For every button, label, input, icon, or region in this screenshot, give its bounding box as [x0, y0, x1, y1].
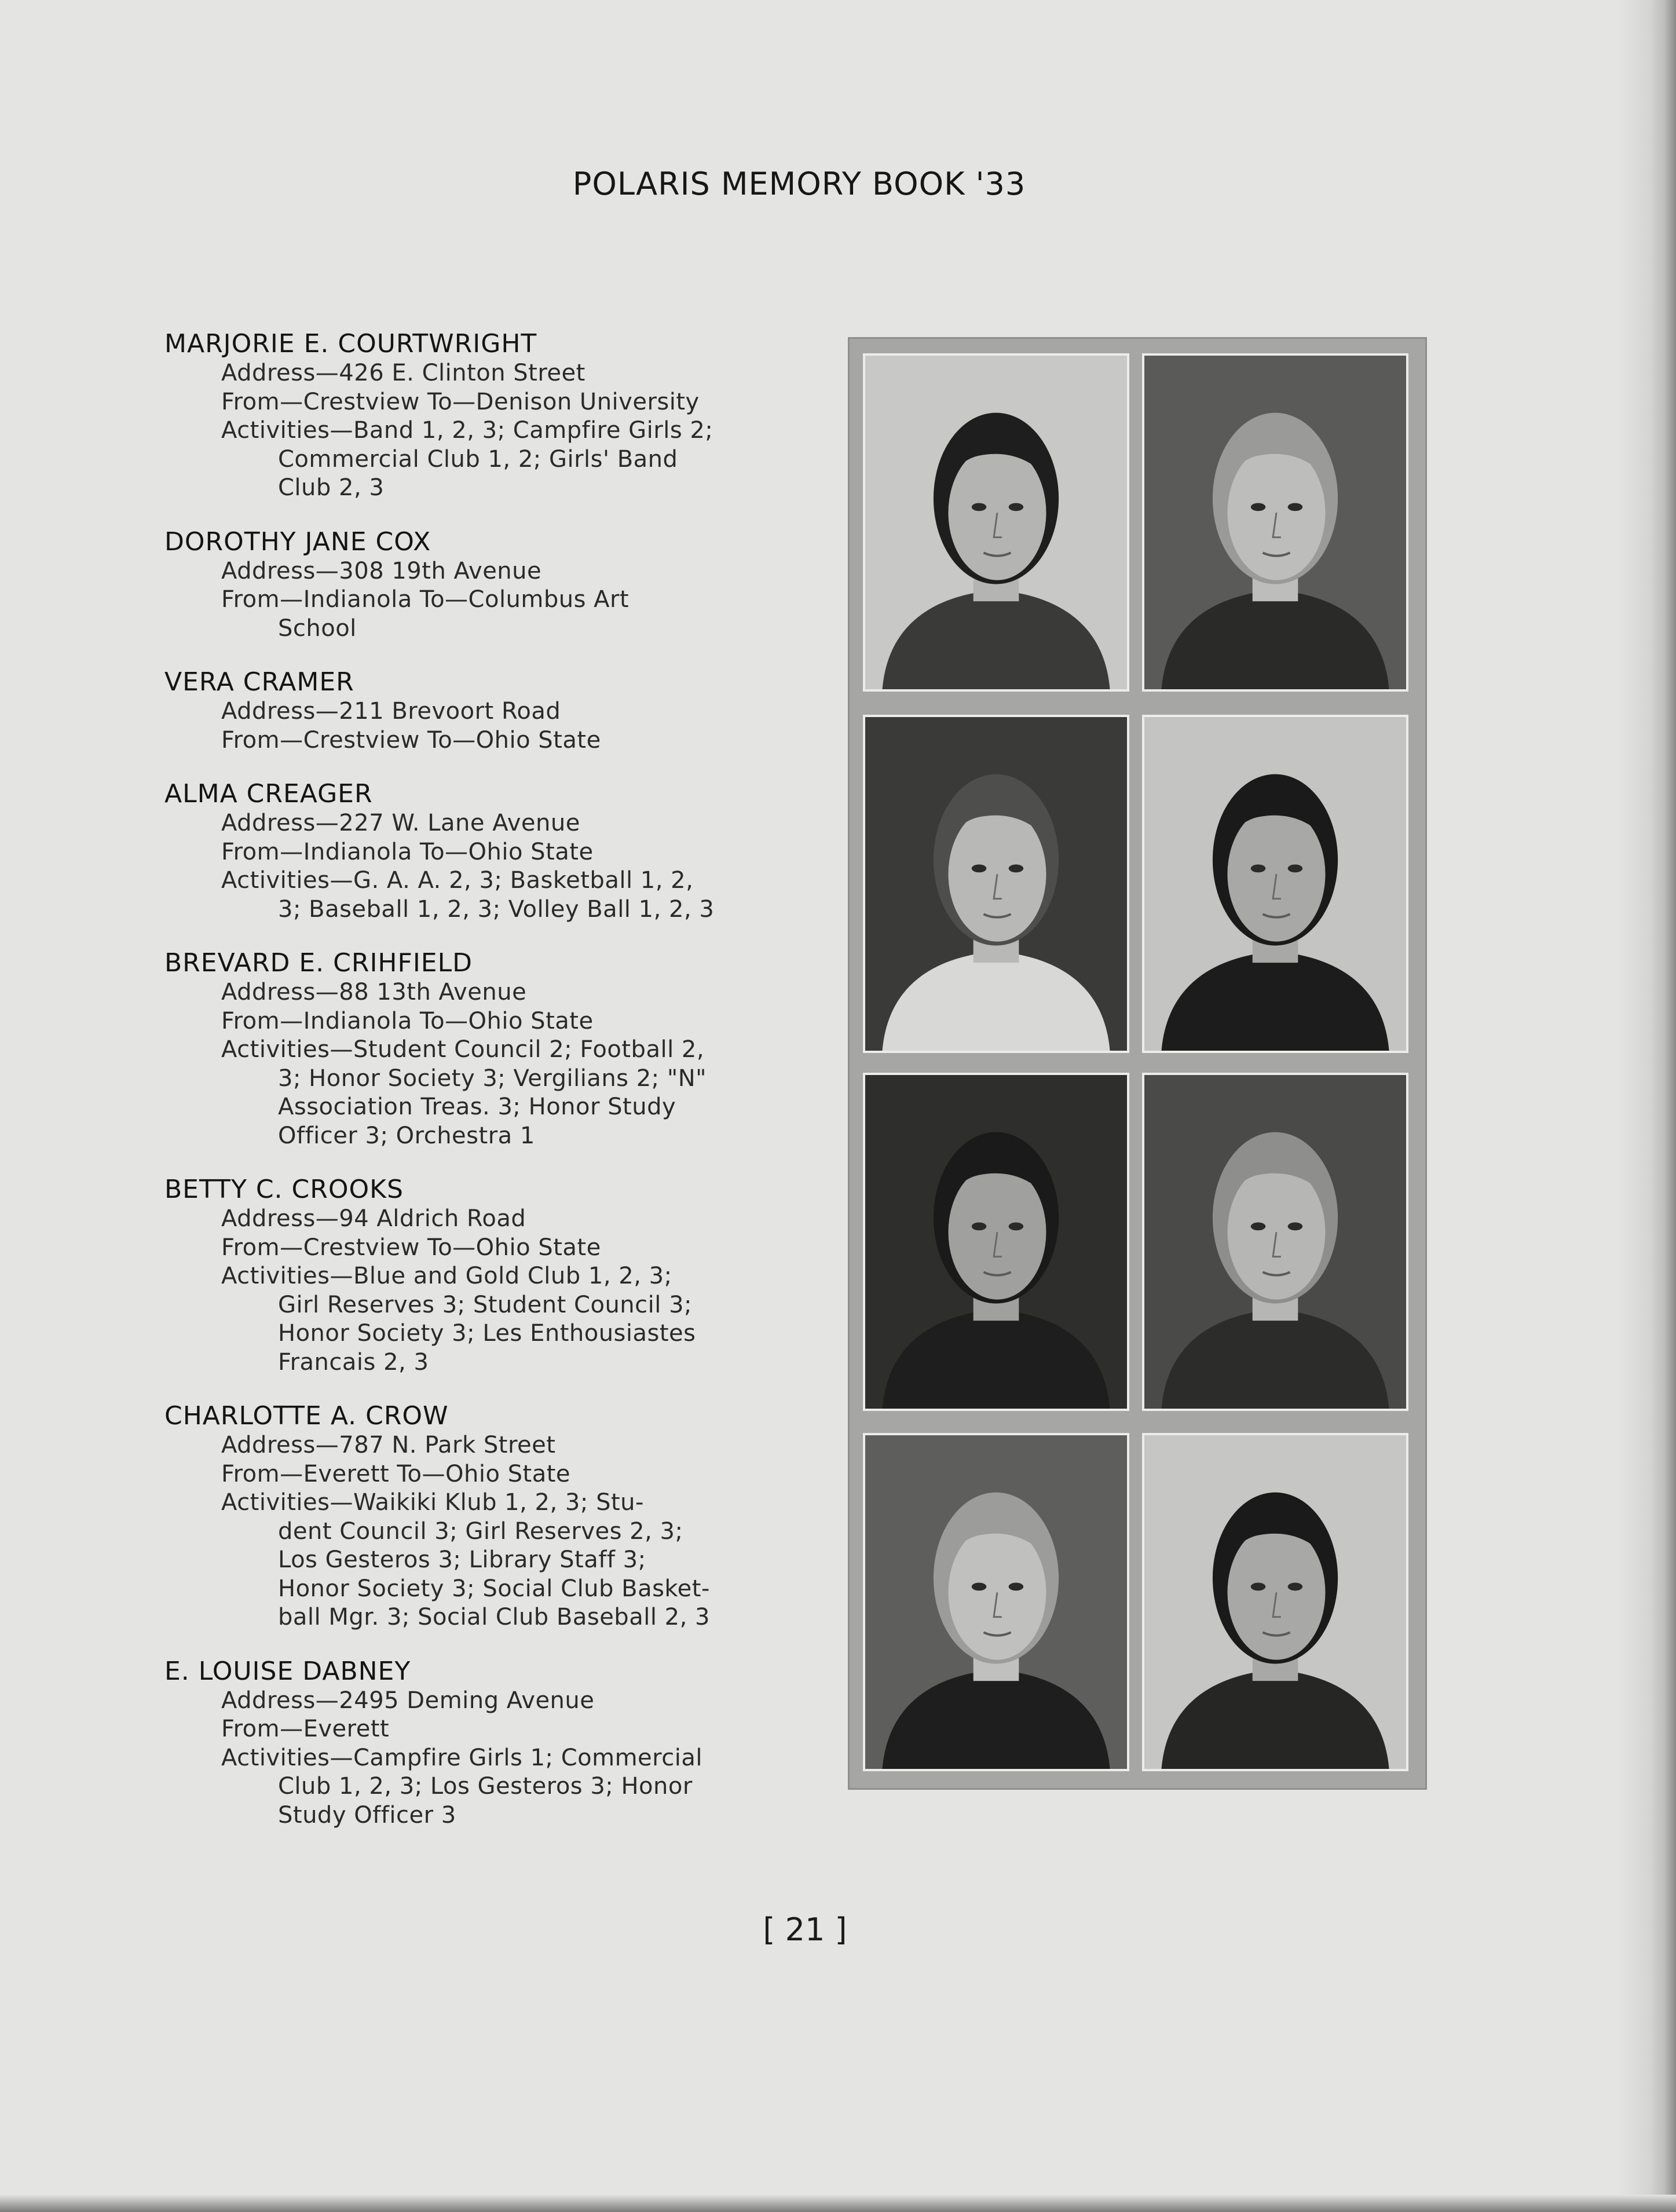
senior-detail-line: Address—2495 Deming Avenue	[221, 1687, 595, 1714]
senior-detail-line: From—Crestview To—Denison University	[221, 388, 700, 415]
senior-detail-line: Address—787 N. Park Street	[221, 1432, 556, 1458]
senior-detail-line: Activities—G. A. A. 2, 3; Basketball 1, 2,	[221, 867, 694, 894]
portrait-cox	[1142, 353, 1408, 692]
portrait-cramer	[863, 715, 1129, 1053]
portrait-crooks	[1142, 1073, 1408, 1411]
senior-detail-line: From—Indianola To—Ohio State	[221, 1007, 594, 1034]
senior-name: BREVARD E. CRIHFIELD	[164, 948, 473, 978]
senior-name: BETTY C. CROOKS	[164, 1175, 404, 1204]
senior-detail-line: Address—426 E. Clinton Street	[221, 360, 585, 386]
senior-detail-line: Activities—Waikiki Klub 1, 2, 3; Stu-	[221, 1489, 644, 1516]
portrait-photo-icon	[865, 1435, 1127, 1769]
senior-detail-line: Address—94 Aldrich Road	[221, 1205, 526, 1232]
senior-detail-line: Activities—Blue and Gold Club 1, 2, 3;	[221, 1263, 672, 1289]
senior-detail-line: From—Indianola To—Columbus Art	[221, 586, 630, 613]
senior-detail-line: From—Crestview To—Ohio State	[221, 726, 601, 754]
senior-detail-line: Commercial Club 1, 2; Girls' Band	[278, 445, 678, 473]
senior-detail-line: School	[278, 615, 357, 642]
senior-entry	[164, 329, 767, 503]
senior-detail-line: 3; Baseball 1, 2, 3; Volley Ball 1, 2, 3	[278, 895, 715, 923]
senior-detail-line: Address—227 W. Lane Avenue	[221, 810, 580, 836]
senior-detail-line: Study Officer 3	[278, 1801, 456, 1829]
page-bottom-edge	[0, 2195, 1676, 2212]
portrait-panel	[848, 337, 1427, 1790]
senior-detail-line: Club 2, 3	[278, 474, 385, 501]
portrait-creager	[1142, 715, 1408, 1053]
senior-entry	[164, 1657, 767, 1830]
senior-detail-line: From—Crestview To—Ohio State	[221, 1234, 601, 1261]
senior-name: DOROTHY JANE COX	[164, 527, 431, 557]
senior-entry	[164, 779, 767, 924]
senior-name: ALMA CREAGER	[164, 779, 373, 809]
portrait-photo-icon	[1144, 356, 1406, 689]
senior-detail-line: Activities—Campfire Girls 1; Commercial	[221, 1744, 702, 1771]
senior-name: CHARLOTTE A. CROW	[164, 1401, 449, 1431]
senior-detail-line: Address—211 Brevoort Road	[221, 698, 561, 725]
senior-detail-line: ball Mgr. 3; Social Club Baseball 2, 3	[278, 1604, 710, 1630]
senior-entry	[164, 1401, 767, 1632]
page-edge-shadow	[1618, 0, 1676, 2212]
senior-detail-line: Activities—Student Council 2; Football 2,	[221, 1036, 705, 1063]
portrait-crow	[863, 1433, 1129, 1771]
senior-detail-line: Girl Reserves 3; Student Council 3;	[278, 1291, 692, 1318]
senior-name: VERA CRAMER	[164, 667, 354, 697]
portrait-dabney	[1142, 1433, 1408, 1771]
page-header: POLARIS MEMORY BOOK '33	[572, 166, 1026, 202]
senior-name: MARJORIE E. COURTWRIGHT	[164, 329, 537, 359]
portrait-photo-icon	[1144, 1075, 1406, 1409]
portrait-courtwright	[863, 353, 1129, 692]
senior-detail-line: Officer 3; Orchestra 1	[278, 1122, 535, 1149]
senior-detail-line: Honor Society 3; Les Enthousiastes	[278, 1320, 696, 1347]
portrait-crihfield	[863, 1073, 1129, 1411]
senior-entries-list	[164, 329, 767, 1854]
senior-detail-line: From—Everett To—Ohio State	[221, 1460, 571, 1487]
senior-entry	[164, 667, 767, 755]
portrait-photo-icon	[865, 356, 1127, 689]
senior-detail-line: Honor Society 3; Social Club Basket-	[278, 1575, 710, 1602]
senior-detail-line: Club 1, 2, 3; Los Gesteros 3; Honor	[278, 1773, 693, 1800]
senior-detail-line: From—Everett	[221, 1716, 390, 1742]
senior-entry	[164, 1175, 767, 1377]
senior-detail-line: 3; Honor Society 3; Vergilians 2; "N"	[278, 1065, 707, 1092]
portrait-photo-icon	[1144, 1435, 1406, 1769]
senior-detail-line: Francais 2, 3	[278, 1348, 429, 1376]
senior-detail-line: Address—88 13th Avenue	[221, 979, 527, 1006]
senior-detail-line: Los Gesteros 3; Library Staff 3;	[278, 1546, 646, 1573]
senior-name: E. LOUISE DABNEY	[164, 1656, 411, 1686]
page-number: [ 21 ]	[763, 1911, 847, 1948]
senior-detail-line: Association Treas. 3; Honor Study	[278, 1094, 676, 1120]
senior-entry	[164, 948, 767, 1150]
portrait-photo-icon	[865, 1075, 1127, 1409]
senior-detail-line: dent Council 3; Girl Reserves 2, 3;	[278, 1518, 683, 1545]
senior-entry	[164, 527, 767, 644]
senior-detail-line: Address—308 19th Avenue	[221, 557, 542, 584]
portrait-photo-icon	[865, 717, 1127, 1051]
senior-detail-line: Activities—Band 1, 2, 3; Campfire Girls 2;	[221, 417, 713, 444]
portrait-photo-icon	[1144, 717, 1406, 1051]
senior-detail-line: From—Indianola To—Ohio State	[221, 838, 594, 865]
